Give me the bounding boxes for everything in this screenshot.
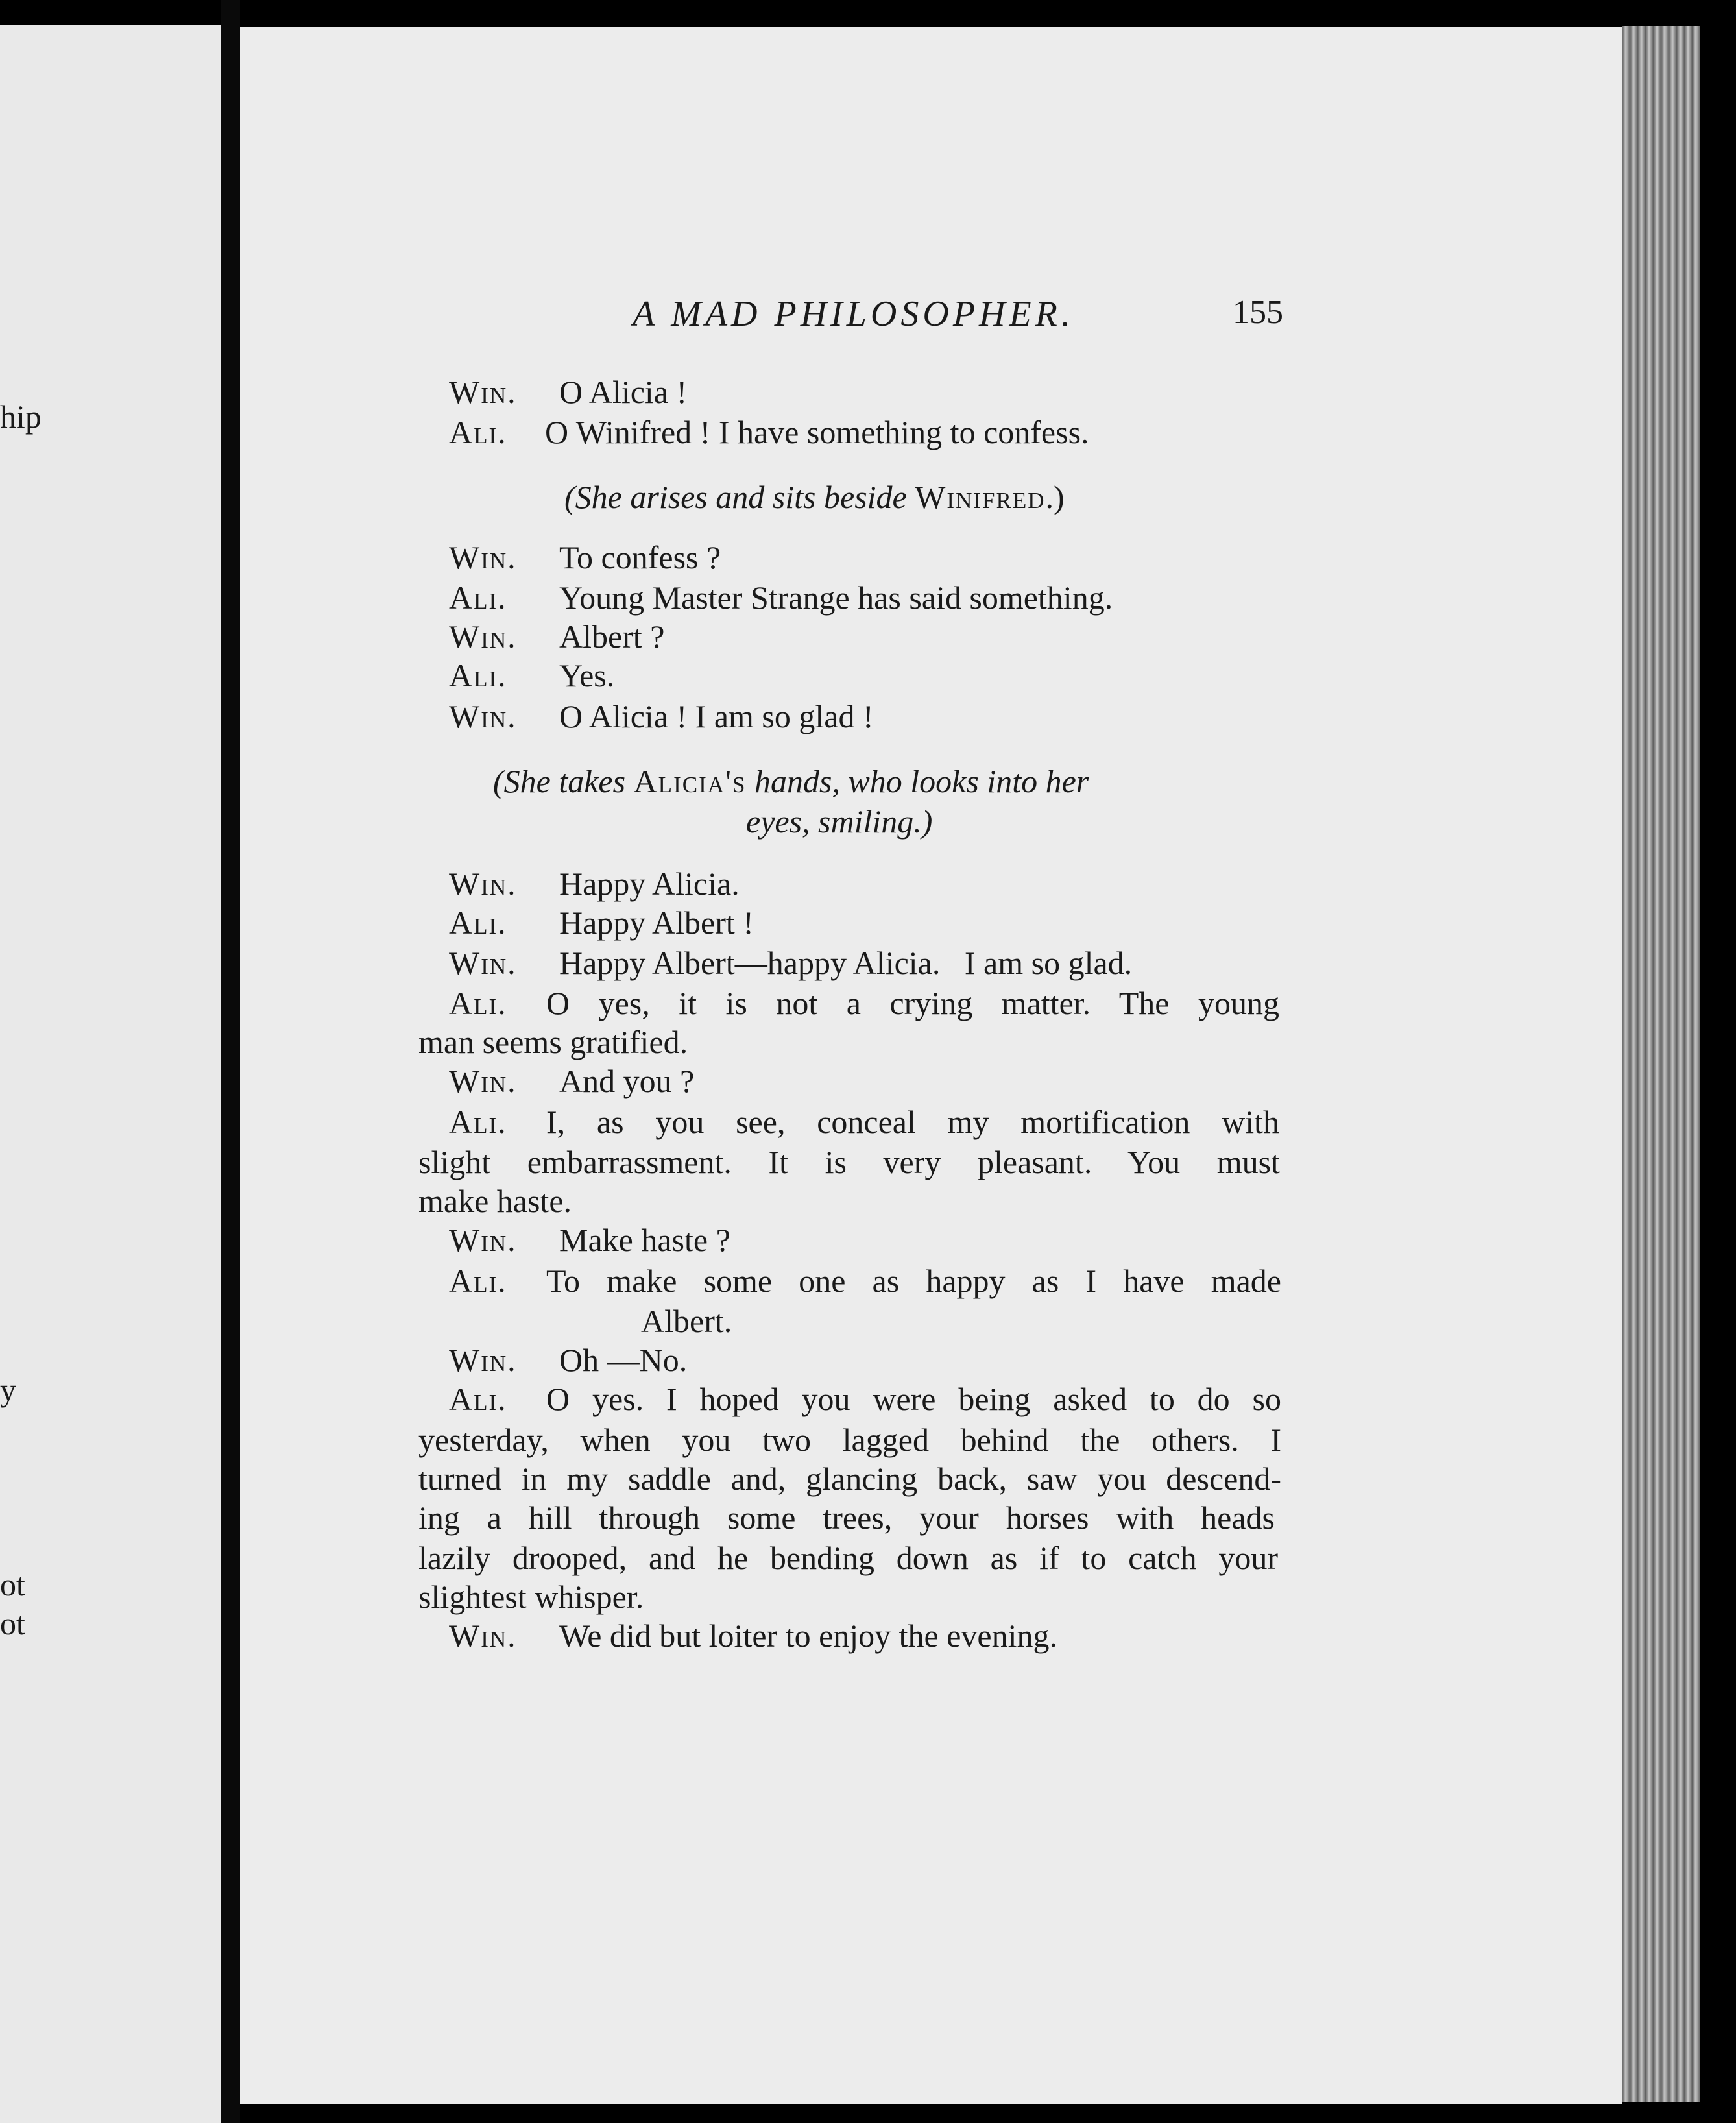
dialogue-line [449,373,687,411]
left-page-fragment: ot [0,1605,25,1642]
speaker-name: Ali. [449,414,507,450]
speaker-name: Win. [449,618,517,655]
speaker-name: Ali. [449,1263,507,1299]
dialogue-line [449,1380,1281,1418]
dialogue-line [449,698,874,735]
speaker-name: Ali. [449,985,507,1021]
dialogue-line [449,657,614,694]
speaker-name: Win. [449,1063,517,1099]
dialogue-continuation: make haste. [418,1183,572,1219]
speaker-name: Ali. [449,1381,507,1417]
speaker-name: Win. [449,866,517,902]
speaker-name: Win. [449,1618,517,1654]
dialogue-line [449,618,664,655]
dialogue-line [449,539,721,576]
dialogue-continuation [418,1499,1275,1536]
stage-direction [564,478,1065,516]
direction-text: .) [1045,479,1065,515]
dialogue-text: Happy Albert—happy Alicia. I am so glad. [559,945,1133,981]
dialogue-text: Make haste ? [559,1222,730,1258]
speaker-name: Win. [449,1222,517,1258]
speaker-name: Ali. [449,1104,507,1140]
dialogue-line [449,1062,694,1100]
dialogue-continuation: slightest whisper. [418,1579,644,1615]
dialogue-line [449,984,1279,1022]
dialogue-line [449,904,754,941]
direction-text: hands, who looks into her [746,763,1089,799]
dialogue-text: Happy Albert ! [559,904,754,941]
dialogue-text: Albert ? [559,618,665,655]
speaker-name: Ali. [449,904,507,941]
dialogue-line [449,579,1113,616]
speaker-name: Win. [449,374,517,410]
direction-text: (She takes [493,763,634,799]
dialogue-text: I, as you see, conceal my mortification with [546,1104,1279,1140]
dialogue-line [449,413,1089,451]
dialogue-continuation: man seems gratified. [418,1024,688,1060]
left-page-fragment: hip [0,398,42,435]
dialogue-continuation [418,1539,1278,1577]
dialogue-text: To confess ? [559,539,721,576]
dialogue-continuation [418,1460,1281,1498]
dialogue-text: O yes, it is not a crying matter. The young [546,985,1279,1021]
left-page-fragment: ot [0,1566,25,1603]
page-number: 155 [1233,294,1283,331]
continuation-text: yesterday, when you two lagged behind the others. I [418,1422,1281,1458]
dialogue-line [449,1341,687,1379]
left-page [0,25,221,2123]
page-header [0,293,1736,339]
left-page-fragment: y [0,1372,16,1408]
dialogue-text: Oh —No. [559,1342,688,1378]
speaker-name: Ali. [449,657,507,694]
dialogue-text: Happy Alicia. [559,866,740,902]
dialogue-text: And you ? [559,1063,695,1099]
continuation-text: turned in my saddle and, glancing back, saw you descend- [418,1461,1281,1497]
dialogue-continuation [418,1143,1280,1181]
stage-direction [493,762,1089,800]
dialogue-line [449,944,1132,982]
direction-name: Winifred [915,479,1046,515]
speaker-name: Win. [449,1342,517,1378]
dialogue-continuation [418,1421,1281,1459]
continuation-text: lazily drooped, and he bending down as if to catch your [418,1540,1278,1576]
dialogue-text: Yes. [559,657,615,694]
running-head: A MAD PHILOSOPHER. [633,294,1074,334]
dialogue-line [449,865,740,903]
dialogue-text: To make some one as happy as I have made [546,1263,1281,1299]
dialogue-text: O Alicia ! I am so glad ! [559,698,874,734]
speaker-name: Win. [449,539,517,576]
speaker-name: Win. [449,698,517,734]
continuation-text: slight embarrassment. It is very pleasant. You must [418,1144,1280,1180]
direction-name: Alicia's [633,763,747,799]
continuation-text: ing a hill through some trees, your horses with heads [418,1499,1275,1536]
dialogue-line [449,1221,730,1259]
book-page [240,27,1622,2104]
dialogue-line [449,1262,1281,1300]
dialogue-text: Young Master Strange has said something. [559,579,1113,616]
direction-text: (She arises and sits beside [564,479,915,515]
dialogue-line [449,1103,1279,1141]
speaker-name: Ali. [449,579,507,616]
dialogue-text: O yes. I hoped you were being asked to do so [546,1381,1281,1417]
dialogue-text: O Alicia ! [559,374,688,410]
stage-direction-continued: eyes, smiling.) [746,803,933,840]
dialogue-line [449,1617,1057,1655]
speaker-name: Win. [449,945,517,981]
dialogue-continuation: Albert. [641,1303,732,1339]
dialogue-text: O Winifred ! I have something to confess. [545,414,1089,450]
dialogue-text: We did but loiter to enjoy the evening. [559,1618,1058,1654]
